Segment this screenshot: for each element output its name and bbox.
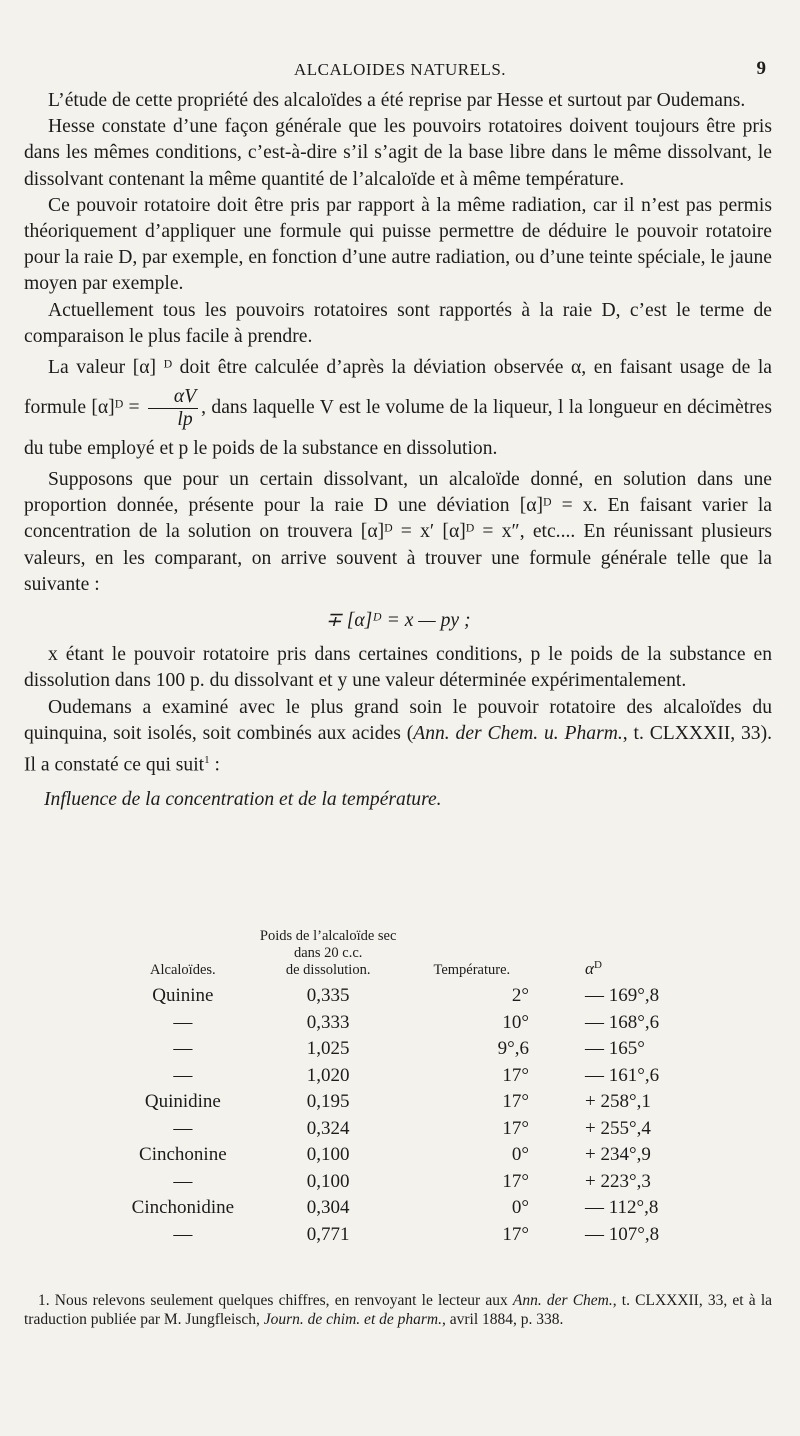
text-run: , avril 1884, p. 338.: [441, 1311, 564, 1328]
cell-temperature: 9°,6: [497, 1038, 530, 1060]
text-run: , t. CLXXXII, 33, et à la traduction publiée par M. Jungfleisch,: [24, 1292, 773, 1328]
paragraph: Actuellement tous les pouvoirs rotatoires sont rapportés à la raie D, c’est le terme de comparaison le plus facile à prendre.: [24, 299, 772, 347]
cell-temperature: 17°: [502, 1170, 530, 1192]
cell-poids: 0,771: [306, 1223, 350, 1245]
cell-rotation: — 112°,8: [585, 1197, 659, 1219]
text-run: :: [209, 754, 220, 776]
cell-poids: 0,100: [306, 1170, 350, 1192]
table-row: [120, 1116, 700, 1143]
cell-alcaloide: —: [173, 1170, 193, 1192]
header-poids-line: Poids de l’alcaloïde sec: [259, 928, 397, 944]
cell-rotation: — 161°,6: [585, 1064, 660, 1086]
table-row: [120, 1036, 700, 1063]
table-row: [120, 1063, 700, 1090]
cell-poids: 0,333: [306, 1011, 350, 1033]
cell-alcaloide: —: [173, 1223, 193, 1245]
fraction-denominator: lp: [177, 409, 193, 431]
main-text: [24, 88, 772, 813]
cell-temperature: 17°: [502, 1223, 530, 1245]
table-row: [120, 1195, 700, 1222]
text-run: La valeur [α] ᴰ doit être calculée d’après la déviation observée α, en faisant usage de la formule [α]ᴰ =: [24, 357, 772, 419]
footnote-text: [24, 1291, 772, 1329]
header-alcaloides: Alcaloïdes.: [150, 962, 216, 978]
running-header: [0, 58, 800, 84]
footnote: [24, 1291, 772, 1329]
cell-poids: 0,304: [306, 1197, 350, 1219]
cell-rotation: — 165°: [585, 1038, 645, 1060]
cell-rotation: + 255°,4: [585, 1117, 651, 1139]
table-row: [120, 1222, 700, 1249]
cell-rotation: + 223°,3: [585, 1170, 651, 1192]
paragraph: L’étude de cette propriété des alcaloïdes a été reprise par Hesse et surtout par Oudemans.: [48, 90, 746, 111]
fraction: [148, 386, 198, 431]
cell-rotation: — 168°,6: [585, 1011, 660, 1033]
paragraph: Ce pouvoir rotatoire doit être pris par rapport à la même radiation, car il n’est pas permis théoriquement d’appliquer une formule qui puisse permettre de déduire le pouvoir rotatoire pour la raie D, par exemple, en fonction d’une autre radiation, ou d’une teinte spéciale, le jaune moyen par exemple.: [24, 194, 772, 295]
paragraph: Hesse constate d’une façon générale que les pouvoirs rotatoires doivent toujours être pris dans les mêmes conditions, c’est-à-dire s’il s’agit de la base libre dans le même dissolvant, le dissolvant contenant la même quantité de l’alcaloïde et à même température.: [24, 116, 772, 190]
paragraph: x étant le pouvoir rotatoire pris dans certaines conditions, p le poids de la substance en dissolution dans 100 p. du dissolvant et y une valeur déterminée expérimentalement.: [24, 644, 772, 692]
alpha-symbol: α: [585, 959, 594, 978]
paragraph-with-formula: [24, 350, 772, 467]
cell-alcaloide: —: [173, 1011, 193, 1033]
cell-alcaloide: —: [173, 1038, 193, 1060]
cell-alcaloide: Quinine: [152, 985, 214, 1007]
cell-temperature: 0°: [511, 1144, 530, 1166]
cell-alcaloide: Quinidine: [144, 1091, 221, 1113]
cell-alcaloide: —: [173, 1064, 193, 1086]
running-title: ALCALOIDES NATURELS.: [293, 60, 507, 79]
alpha-superscript: D: [593, 959, 602, 972]
citation: Ann. der Chem.: [512, 1292, 613, 1309]
footnote-marker: 1: [204, 754, 210, 767]
cell-poids: 0,195: [306, 1091, 350, 1113]
cell-rotation: + 258°,1: [585, 1091, 651, 1113]
table-header-row: [120, 928, 700, 983]
cell-temperature: 17°: [502, 1117, 530, 1139]
cell-rotation: — 169°,8: [585, 985, 660, 1007]
citation: Journ. de chim. et de pharm.: [263, 1311, 442, 1328]
text-run: Oudemans a examiné avec le plus grand soin le pouvoir rotatoire des alcaloïdes du quinquina, soit isolés, soit combinés aux acides (: [24, 696, 772, 744]
table-row: [120, 983, 700, 1010]
table-body: [120, 983, 700, 1248]
text-run: , t. CLXXXII, 33). Il a constaté ce qui suit: [24, 722, 773, 776]
display-formula: ∓ [α]ᴰ = x — py ;: [325, 610, 471, 632]
cell-alcaloide: Cinchonine: [139, 1144, 227, 1166]
table-row: [120, 1089, 700, 1116]
paragraph: Supposons que pour un certain dissolvant, un alcaloïde donné, en solution dans une proportion donnée, présente pour la raie D une déviation [α]ᴰ = x. En faisant varier la concentration de la solution on trouvera [α]ᴰ = x′ [α]ᴰ = x″, etc.... En réunissant plusieurs valeurs, en les comparant, on arrive souvent à trouver une formule générale telle que la suivante :: [24, 469, 772, 595]
cell-temperature: 0°: [511, 1197, 530, 1219]
cell-rotation: + 234°,9: [585, 1144, 651, 1166]
cell-rotation: — 107°,8: [585, 1223, 660, 1245]
cell-poids: 0,335: [306, 985, 350, 1007]
table-row: [120, 1142, 700, 1169]
cell-alcaloide: Cinchonidine: [131, 1197, 235, 1219]
fraction-numerator: αV: [148, 386, 198, 409]
table-row: [120, 1010, 700, 1037]
page-number: 9: [756, 58, 766, 79]
cell-temperature: 17°: [502, 1064, 530, 1086]
section-subheading: Influence de la concentration et de la température.: [44, 788, 442, 810]
paragraph-with-reference: [24, 695, 772, 779]
rotation-table: [120, 928, 700, 1248]
header-poids-line: de dissolution.: [285, 962, 371, 978]
table-row: [120, 1169, 700, 1196]
cell-poids: 1,020: [306, 1064, 350, 1086]
cell-poids: 0,324: [306, 1117, 350, 1139]
text-run: , dans laquelle V est le volume de la liqueur, l la longueur en décimètres du tube employé et p le poids de la substance en dissolution.: [24, 397, 772, 460]
cell-poids: 0,100: [306, 1144, 350, 1166]
cell-temperature: 10°: [502, 1011, 530, 1033]
header-poids: [246, 928, 411, 983]
cell-poids: 1,025: [306, 1038, 350, 1060]
cell-temperature: 17°: [502, 1091, 530, 1113]
cell-temperature: 2°: [511, 985, 530, 1007]
header-temperature: Température.: [433, 962, 511, 978]
cell-alcaloide: —: [173, 1117, 193, 1139]
header-alpha: [555, 928, 700, 983]
citation: Ann. der Chem. u. Pharm.: [413, 722, 623, 744]
text-run: 1. Nous relevons seulement quelques chiffres, en renvoyant le lecteur aux: [38, 1292, 508, 1309]
header-poids-line: dans 20 c.c.: [293, 945, 363, 961]
